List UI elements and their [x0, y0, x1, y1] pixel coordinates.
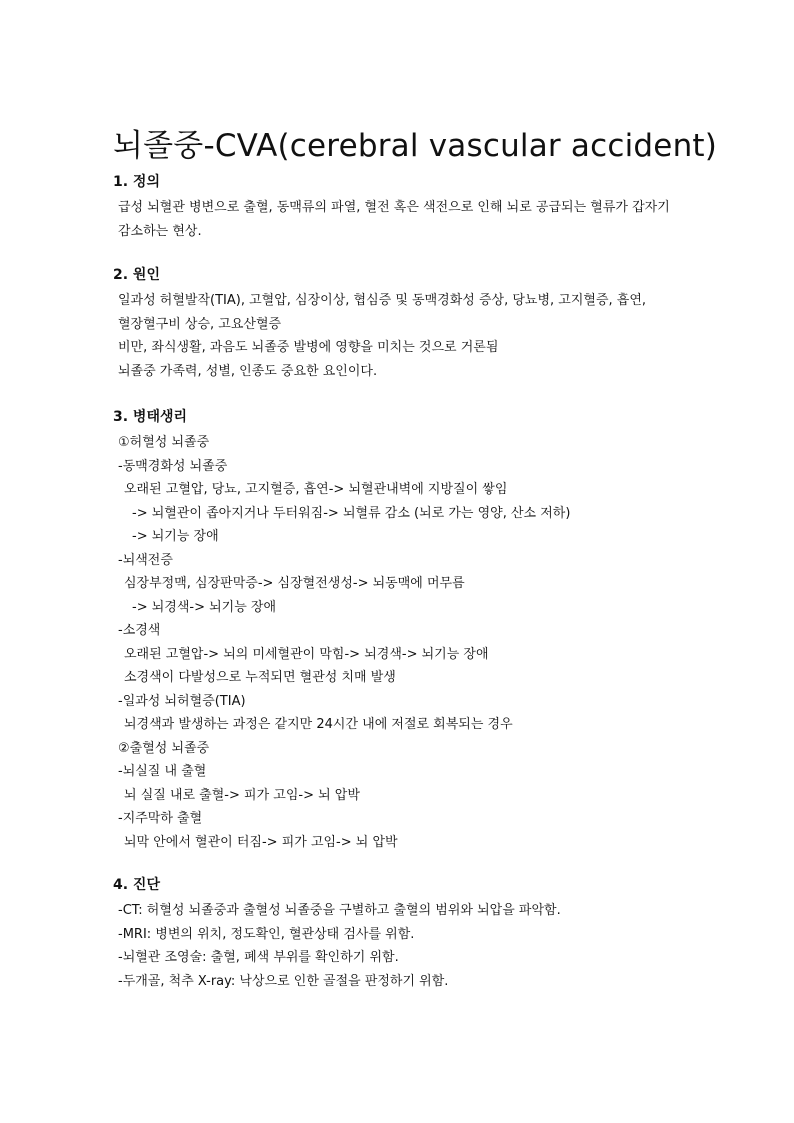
patho-line: -지주막하 출혈 [118, 811, 203, 826]
patho-line: 오래된 고혈압-> 뇌의 미세혈관이 막힘-> 뇌경색-> 뇌기능 장애 [124, 646, 489, 662]
document-title: 뇌졸중-CVA(cerebral vascular accident) [113, 128, 718, 164]
cause-line-3: 뇌졸중 가족력, 성별, 인종도 중요한 요인이다. [118, 363, 378, 379]
section-definition [113, 172, 693, 243]
patho-line: 소경색이 다발성으로 누적되면 혈관성 치매 발생 [124, 670, 396, 685]
cause-line-2: 비만, 좌식생활, 과음도 뇌졸중 발병에 영향을 미치는 것으로 거론됨 [118, 340, 499, 355]
patho-line: -동맥경화성 뇌졸중 [118, 458, 228, 474]
patho-line: -일과성 뇌허혈증(TIA) [118, 693, 246, 709]
section-heading: 3. 병태생리 [113, 409, 188, 425]
patho-line: -> 뇌경색-> 뇌기능 장애 [132, 599, 277, 615]
section-pathophysiology [113, 407, 693, 854]
patho-line: 뇌 실질 내로 출혈-> 피가 고임-> 뇌 압박 [124, 787, 360, 803]
section-heading: 1. 정의 [113, 174, 160, 190]
diagnosis-line: -CT: 허혈성 뇌졸중과 출혈성 뇌졸중을 구별하고 출혈의 범위와 뇌압을 파악함. [118, 903, 561, 918]
patho-line: 오래된 고혈압, 당뇨, 고지혈증, 흡연-> 뇌혈관내벽에 지방질이 쌓임 [124, 482, 508, 497]
patho-line: ①허혈성 뇌졸중 [118, 435, 210, 450]
section-cause [113, 265, 693, 383]
patho-line: 심장부정맥, 심장판막증-> 심장혈전생성-> 뇌동맥에 머무름 [124, 576, 465, 591]
patho-line: ②출혈성 뇌졸중 [118, 740, 210, 756]
patho-line: 뇌경색과 발생하는 과정은 같지만 24시간 내에 저절로 회복되는 경우 [124, 717, 513, 732]
diagnosis-line: -MRI: 병변의 위치, 정도확인, 혈관상태 검사를 위함. [118, 926, 415, 942]
patho-line: -> 뇌기능 장애 [132, 529, 219, 544]
patho-line: -소경색 [118, 623, 161, 638]
diagnosis-line: -두개골, 척추 X-ray: 낙상으로 인한 골절을 판정하기 위함. [118, 973, 449, 989]
definition-text: 급성 뇌혈관 병변으로 출혈, 동맥류의 파열, 혈전 혹은 색전으로 인해 뇌로 공급되는 혈류가 갑자기 감소하는 현상. [118, 200, 670, 239]
patho-line: -> 뇌혈관이 좁아지거나 두터워짐-> 뇌혈류 감소 (뇌로 가는 영양, 산소 저하) [132, 505, 571, 521]
section-heading: 4. 진단 [113, 877, 160, 893]
patho-line: 뇌막 안에서 혈관이 터짐-> 피가 고임-> 뇌 압박 [124, 834, 398, 850]
section-heading: 2. 원인 [113, 267, 160, 283]
patho-line: -뇌색전증 [118, 552, 173, 568]
cause-text: 일과성 허혈발작(TIA), 고혈압, 심장이상, 협심증 및 동맥경화성 증상, 당뇨병, 고지혈증, 흡연, 혈장혈구비 상승, 고요산혈증 [118, 293, 647, 332]
patho-line: -뇌실질 내 출혈 [118, 764, 207, 779]
diagnosis-line: -뇌혈관 조영술: 출혈, 폐색 부위를 확인하기 위함. [118, 950, 399, 965]
section-diagnosis [113, 875, 693, 993]
